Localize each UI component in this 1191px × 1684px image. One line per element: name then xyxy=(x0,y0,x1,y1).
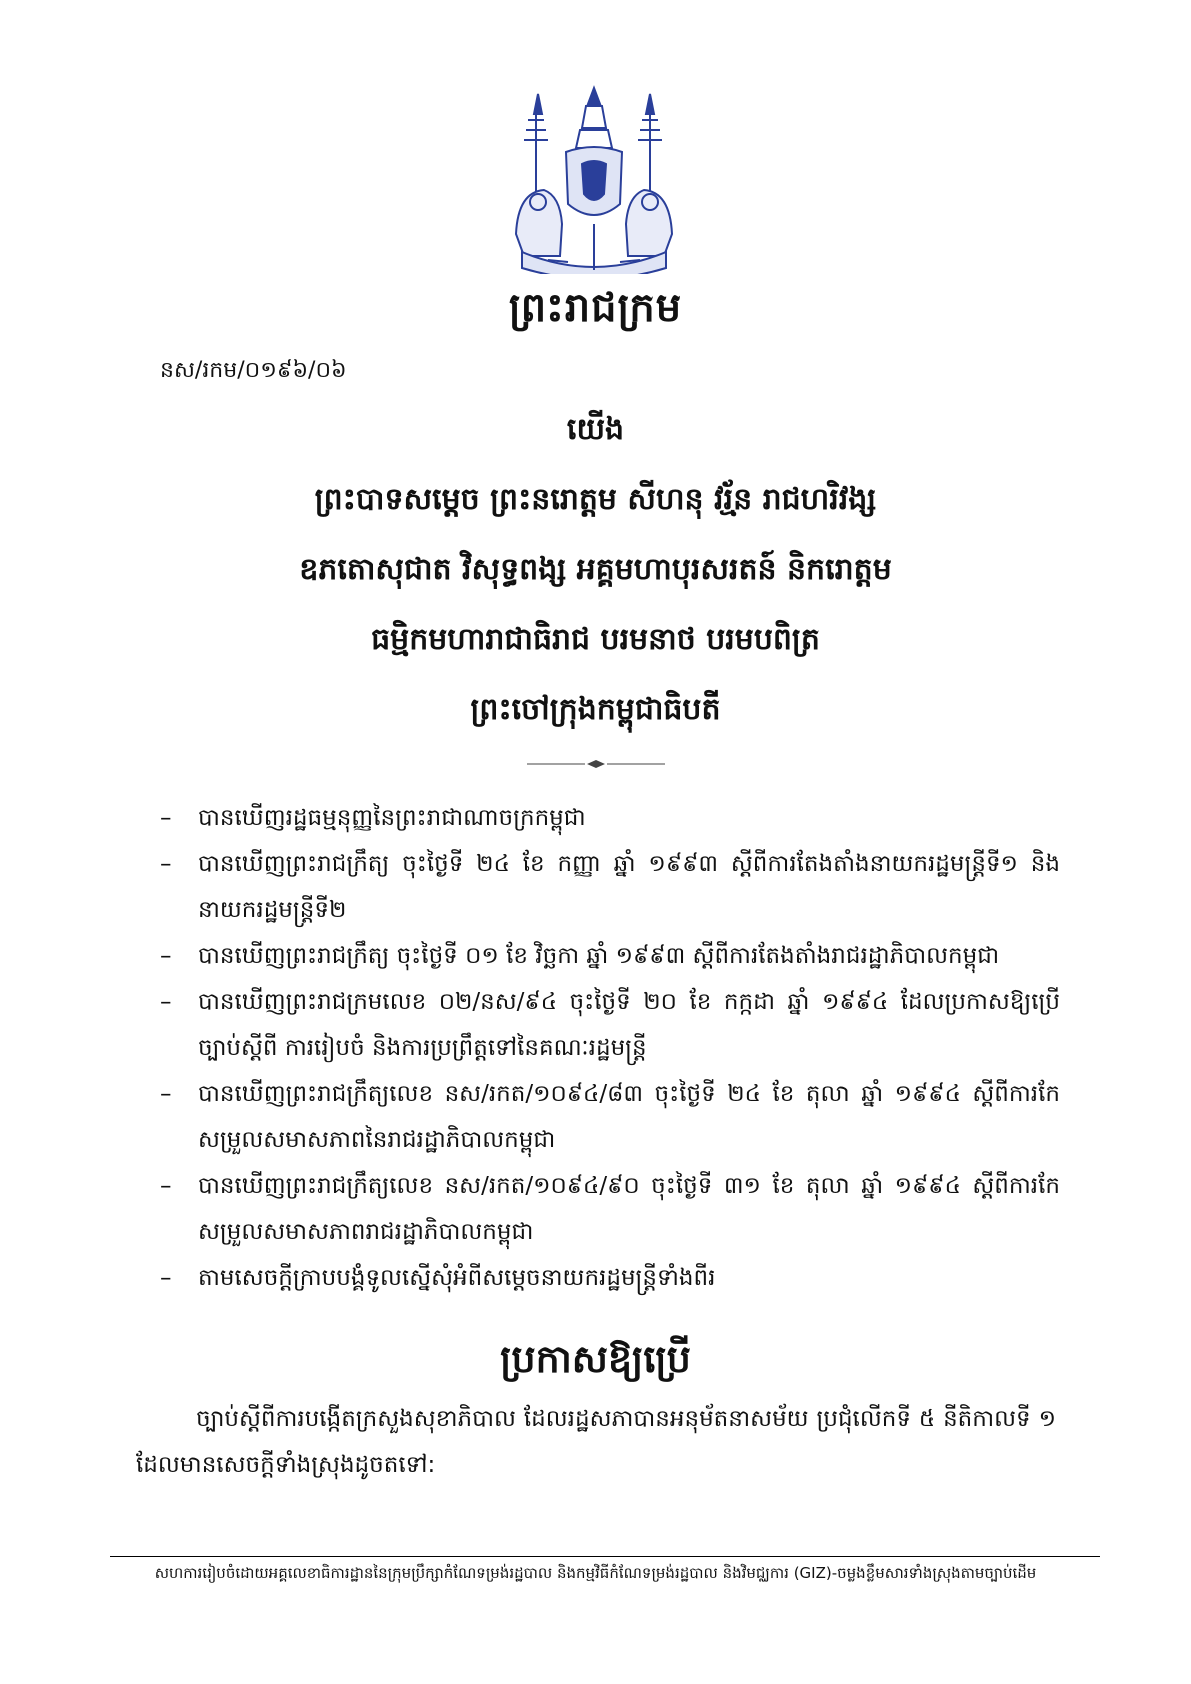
royal-title-line: ធម្មិកមហារាជាធិរាជ បរមនាថ បរមបពិត្រ xyxy=(371,622,820,657)
footer-divider xyxy=(110,1556,1100,1557)
decree-reference-number: នស/រកម/០១៩៦/០៦ xyxy=(160,358,347,383)
list-dash: – xyxy=(160,805,172,831)
we-heading: យើង xyxy=(566,412,625,447)
list-dash: – xyxy=(160,1265,172,1291)
list-item-text: បានឃើញរដ្ឋធម្មនុញ្ញនៃព្រះរាជាណាចក្រកម្ពុជា xyxy=(198,805,586,831)
list-item-text: បានឃើញព្រះរាជក្រឹត្យលេខ នស/រកត/១០៩៤/៩០ ចុះថ្ងៃទី ៣១ ខែ តុលា ឆ្នាំ ១៩៩៤ ស្តីពីការកែ សម្រួលសមាសភាពរាជរដ្ឋាភិបាលកម្ពុជា xyxy=(198,1173,1060,1245)
proclamation-body: ច្បាប់ស្តីពីការបង្កើតក្រសួងសុខាភិបាល ដែលរដ្ឋសភាបានអនុម័តនាសម័យ ប្រជុំលើកទី ៥ នីតិកាលទី ១ ដែលមានសេចក្តីទាំងស្រុងដូចតទៅ: xyxy=(136,1406,1056,1478)
list-item-text: បានឃើញព្រះរាជក្រឹត្យលេខ នស/រកត/១០៩៤/៨៣ ចុះថ្ងៃទី ២៤ ខែ តុលា ឆ្នាំ ១៩៩៤ ស្តីពីការកែ សម្រួលសមាសភាពនៃរាជរដ្ឋាភិបាលកម្ពុជា xyxy=(198,1081,1060,1153)
royal-coat-of-arms-icon xyxy=(508,84,680,274)
list-item xyxy=(160,795,1060,841)
list-item xyxy=(160,1163,1060,1255)
royal-title-line: ព្រះបាទសម្តេច ព្រះនរោត្តម សីហនុ វរ្ម័ន រាជហរិវង្ស xyxy=(314,482,877,517)
ornamental-divider xyxy=(527,760,665,768)
list-item xyxy=(160,979,1060,1071)
royal-titles xyxy=(0,476,1191,756)
list-item xyxy=(160,933,1060,979)
royal-title-line: ព្រះចៅក្រុងកម្ពុជាធិបតី xyxy=(470,692,721,727)
list-item-text: បានឃើញព្រះរាជក្រមលេខ ០២/នស/៩៤ ចុះថ្ងៃទី ២០ ខែ កក្កដា ឆ្នាំ ១៩៩៤ ដែលប្រកាសឱ្យប្រើច្បាប់ស្តីពី ការរៀបចំ និងការប្រព្រឹត្តទៅនៃគណៈរដ្ឋមន្ត្រី xyxy=(198,989,1060,1061)
list-dash: – xyxy=(160,851,172,877)
list-dash: – xyxy=(160,989,172,1015)
list-item-text: បានឃើញព្រះរាជក្រឹត្យ ចុះថ្ងៃទី ០១ ខែ វិច្ឆកា ឆ្នាំ ១៩៩៣ ស្តីពីការតែងតាំងរាជរដ្ឋាភិបាលកម្ពុជា xyxy=(198,943,1000,969)
royal-title-line: ឧភតោសុជាត វិសុទ្ធពង្ស អគ្គមហាបុរសរតន៍ និករោត្តម xyxy=(299,552,892,587)
list-dash: – xyxy=(160,1081,172,1107)
list-item xyxy=(160,1255,1060,1301)
list-dash: – xyxy=(160,943,172,969)
decree-title: ព្រះរាជក្រម xyxy=(508,285,683,331)
proclamation-heading: ប្រកាសឱ្យប្រើ xyxy=(500,1337,691,1381)
list-item xyxy=(160,841,1060,933)
list-item xyxy=(160,1071,1060,1163)
list-item-text: បានឃើញព្រះរាជក្រឹត្យ ចុះថ្ងៃទី ២៤ ខែ កញ្ញា ឆ្នាំ ១៩៩៣ ស្តីពីការតែងតាំងនាយករដ្ឋមន្ត្រីទី១ និង នាយករដ្ឋមន្ត្រីទី២ xyxy=(198,851,1060,923)
footer-note: សហការរៀបចំដោយអគ្គលេខាធិការដ្ឋាននៃក្រុមប្រឹក្សាកំណែទម្រង់រដ្ឋបាល និងកម្មវិធីកំណែទម្រង់រដ្ឋបាល និងវិមជ្ឈការ (GIZ)-ចម្លងខ្លឹមសារទាំងស្រុងតាមច្បាប់ដើម xyxy=(154,1564,1037,1582)
list-item-text: តាមសេចក្តីក្រាបបង្គំទូលស្នើសុំអំពីសម្តេចនាយករដ្ឋមន្ត្រីទាំងពីរ xyxy=(198,1265,716,1291)
considerations-list xyxy=(160,795,1060,1301)
list-dash: – xyxy=(160,1173,172,1199)
